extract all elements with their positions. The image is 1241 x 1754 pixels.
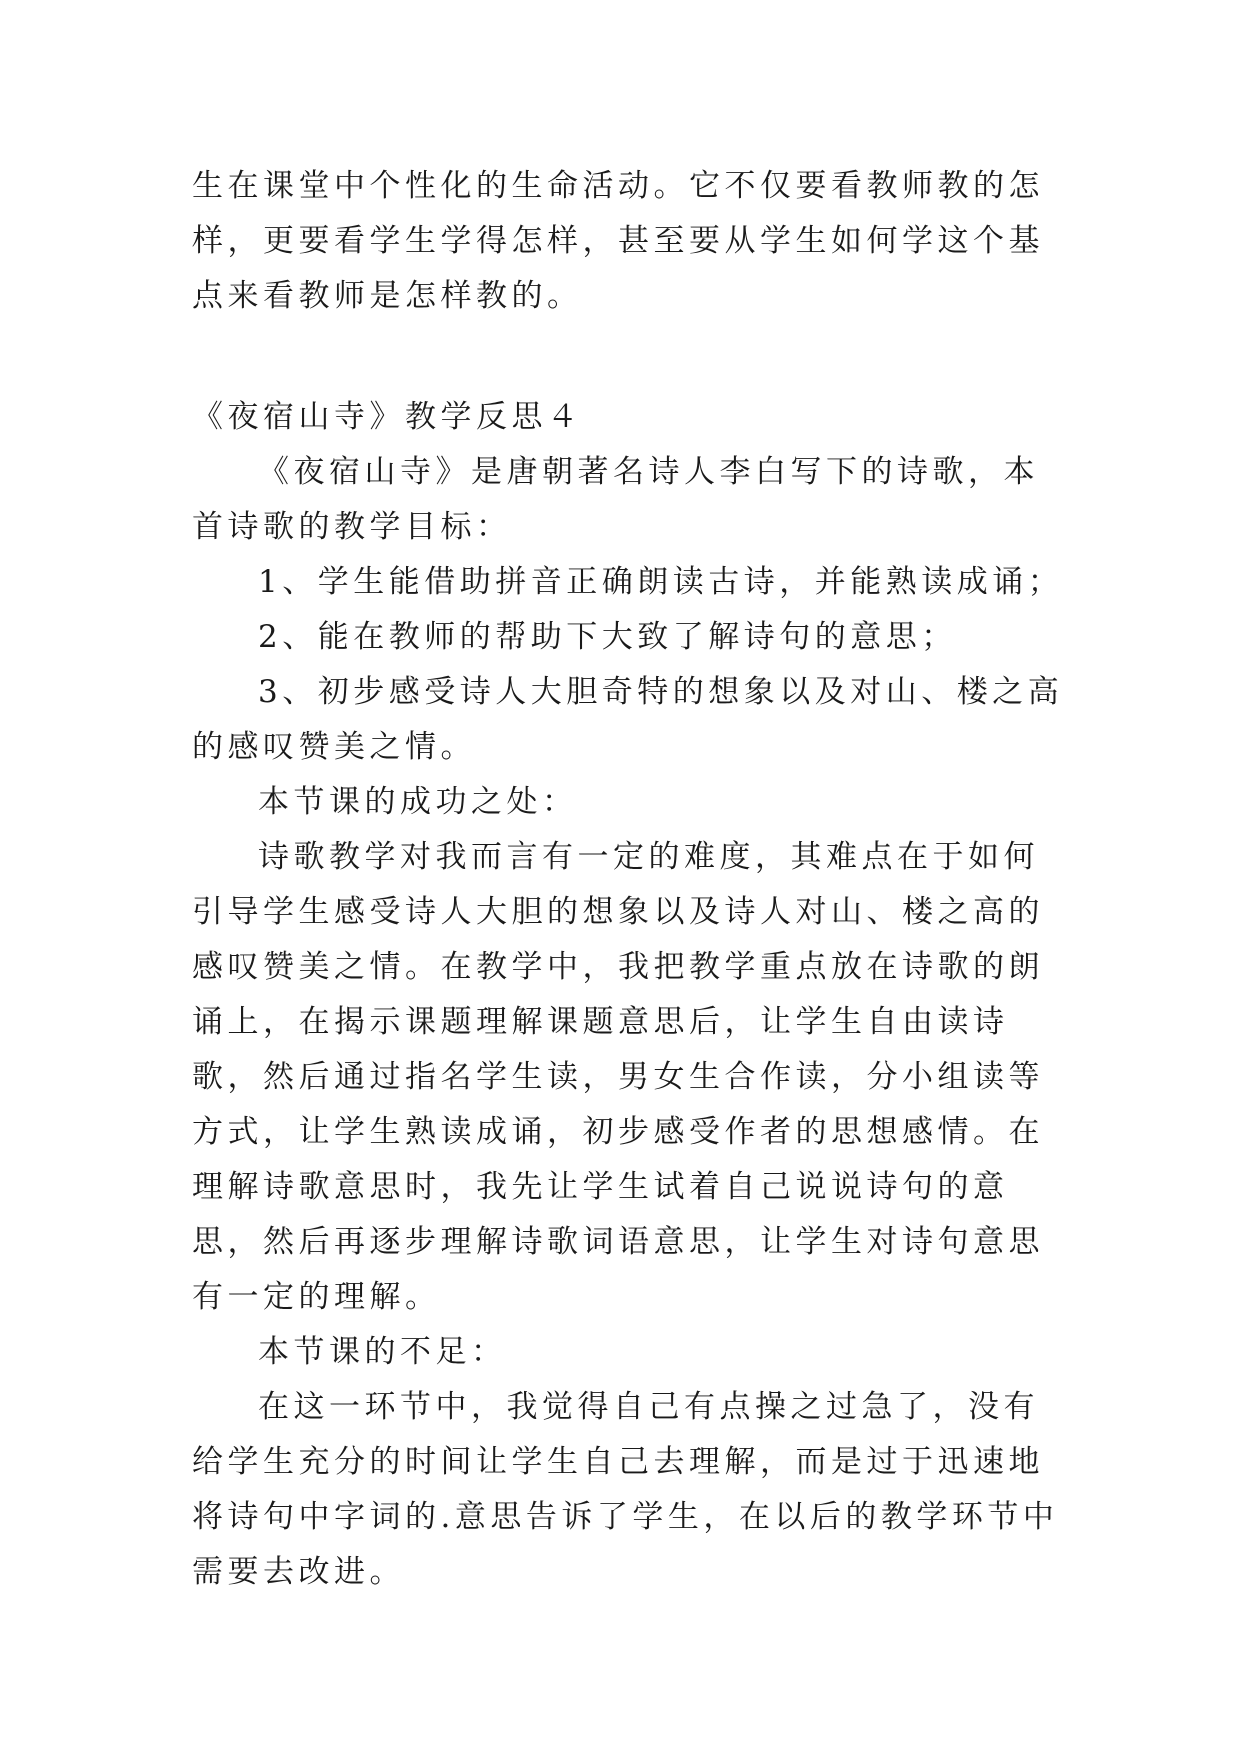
objective-item: 3、初步感受诗人大胆奇特的想象以及对山、楼之高的感叹赞美之情。 (192, 674, 1064, 765)
paragraph: 《夜宿山寺》是唐朝著名诗人李白写下的诗歌，本首诗歌的教学目标： (192, 454, 1039, 545)
paragraph: 诗歌教学对我而言有一定的难度，其难点在于如何引导学生感受诗人大胆的想象以及诗人对山、楼之高的感叹赞美之情。在教学中，我把教学重点放在诗歌的朗诵上，在揭示课题理解课题意思后，让学生自由读诗歌，然后通过指名学生读，男女生合作读，分小组读等方式，让学生熟读成诵，初步感受作者的思想感情。在理解诗歌意思时，我先让学生试着自己说说诗句的意思，然后再逐步理解诗歌词语意思，让学生对诗句意思有一定的理解。 (192, 839, 1044, 1315)
reflection-section (192, 390, 1072, 1600)
continuation-paragraph: 生在课堂中个性化的生命活动。它不仅要看教师教的怎样，更要看学生学得怎样，甚至要从学生如何学这个基点来看教师是怎样教的。 (192, 168, 1044, 314)
objective-item: 2、能在教师的帮助下大致了解诗句的意思； (258, 619, 957, 655)
paragraph: 在这一环节中，我觉得自己有点操之过急了，没有给学生充分的时间让学生自己去理解，而是过于迅速地将诗句中字词的.意思告诉了学生，在以后的教学环节中需要去改进。 (192, 1389, 1059, 1590)
objective-item: 1、学生能借助拼音正确朗读古诗，并能熟读成诵； (258, 564, 1064, 600)
subheading: 本节课的不足： (258, 1334, 507, 1370)
section-title: 《夜宿山寺》教学反思４ (192, 399, 583, 435)
subheading: 本节课的成功之处： (258, 784, 578, 820)
previous-section-text (192, 159, 1072, 324)
